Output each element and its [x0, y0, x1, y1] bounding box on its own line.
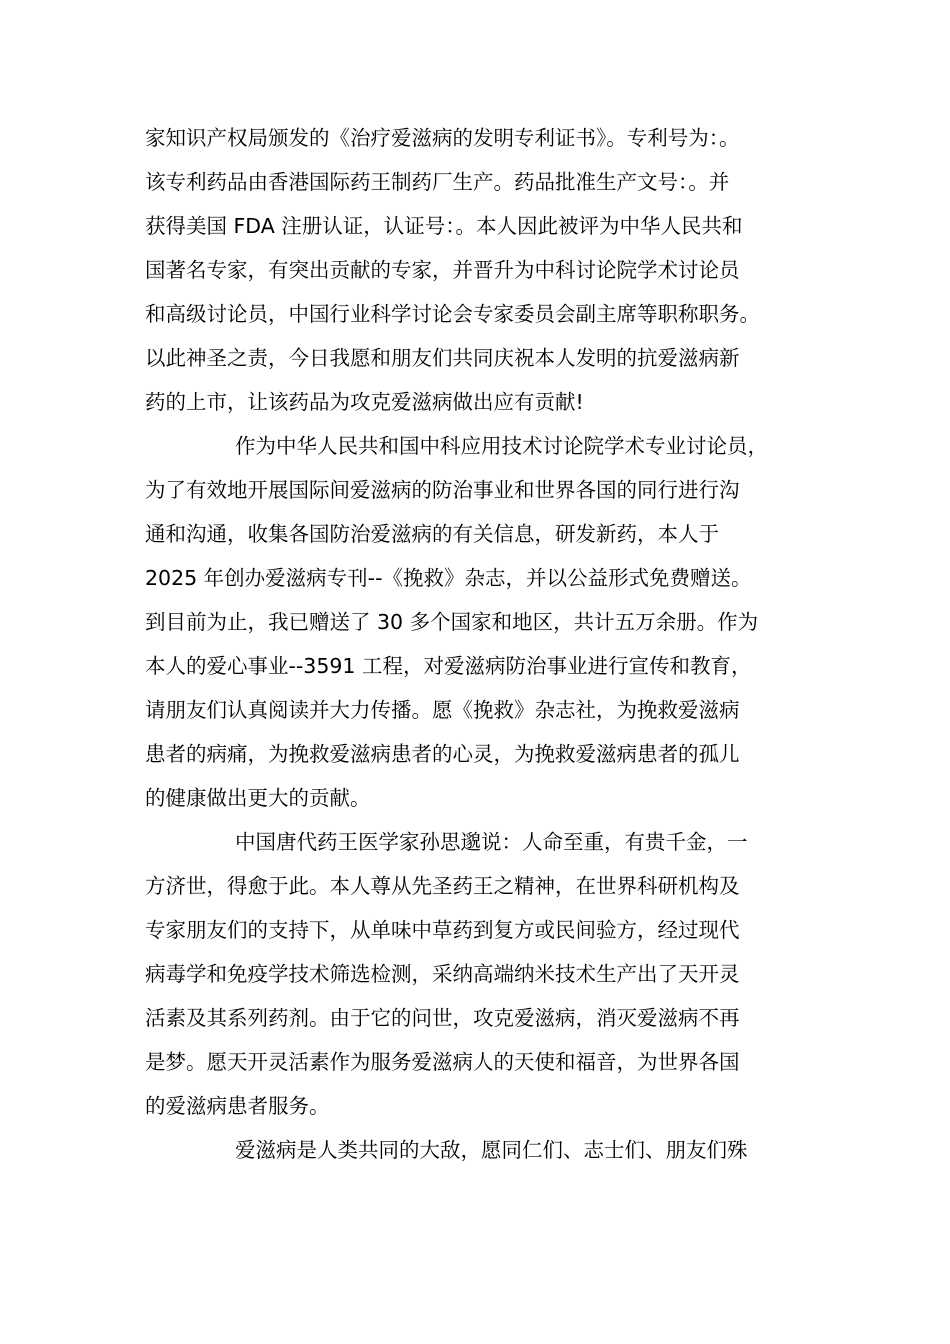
paragraph-first-line: 爱滋病是人类共同的大敌，愿同仁们、志士们、朋友们殊 — [235, 1138, 748, 1162]
text-line: 该专利药品由香港国际药王制药厂生产。药品批准生产文号：。并 — [145, 170, 730, 194]
text-line: 和高级讨论员，中国行业科学讨论会专家委员会副主席等职称职务。 — [145, 302, 760, 326]
text-line: 家知识产权局颁发的《治疗爱滋病的发明专利证书》。专利号为：。 — [145, 126, 740, 150]
text-line: 病毒学和免疫学技术筛选检测，采纳高端纳米技术生产出了天开灵 — [145, 962, 740, 986]
text-line: 本人的爱心事业--3591 工程，对爱滋病防治事业进行宣传和教育， — [145, 654, 752, 678]
text-line: 的健康做出更大的贡献。 — [145, 786, 371, 810]
text-line: 专家朋友们的支持下，从单味中草药到复方或民间验方，经过现代 — [145, 918, 740, 942]
text-line: 到目前为止，我已赠送了 30 多个国家和地区，共计五万余册。作为 — [145, 610, 759, 634]
text-line: 通和沟通，收集各国防治爱滋病的有关信息，研发新药，本人于 — [145, 522, 719, 546]
text-line: 的爱滋病患者服务。 — [145, 1094, 330, 1118]
text-line: 国著名专家，有突出贡献的专家，并晋升为中科讨论院学术讨论员 — [145, 258, 740, 282]
text-line: 2025 年创办爱滋病专刊--《挽救》杂志，并以公益形式免费赠送。 — [145, 566, 752, 590]
text-line: 患者的病痛，为挽救爱滋病患者的心灵，为挽救爱滋病患者的孤儿 — [145, 742, 740, 766]
text-line: 以此神圣之责，今日我愿和朋友们共同庆祝本人发明的抗爱滋病新 — [145, 346, 740, 370]
text-line: 活素及其系列药剂。由于它的问世，攻克爱滋病，消灭爱滋病不再 — [145, 1006, 740, 1030]
text-line: 获得美国 FDA 注册认证，认证号：。本人因此被评为中华人民共和 — [145, 214, 743, 238]
text-line: 方济世，得愈于此。本人尊从先圣药王之精神，在世界科研机构及 — [145, 874, 740, 898]
paragraph-first-line: 中国唐代药王医学家孙思邈说：人命至重，有贵千金，一 — [235, 830, 748, 854]
text-line: 请朋友们认真阅读并大力传播。愿《挽救》杂志社，为挽救爱滋病 — [145, 698, 740, 722]
text-line: 为了有效地开展国际间爱滋病的防治事业和世界各国的同行进行沟 — [145, 478, 740, 502]
text-line: 是梦。愿天开灵活素作为服务爱滋病人的天使和福音，为世界各国 — [145, 1050, 740, 1074]
body-text — [145, 116, 825, 1172]
text-line: 药的上市，让该药品为攻克爱滋病做出应有贡献! — [145, 390, 584, 414]
paragraph-first-line: 作为中华人民共和国中科应用技术讨论院学术专业讨论员， — [235, 434, 768, 458]
